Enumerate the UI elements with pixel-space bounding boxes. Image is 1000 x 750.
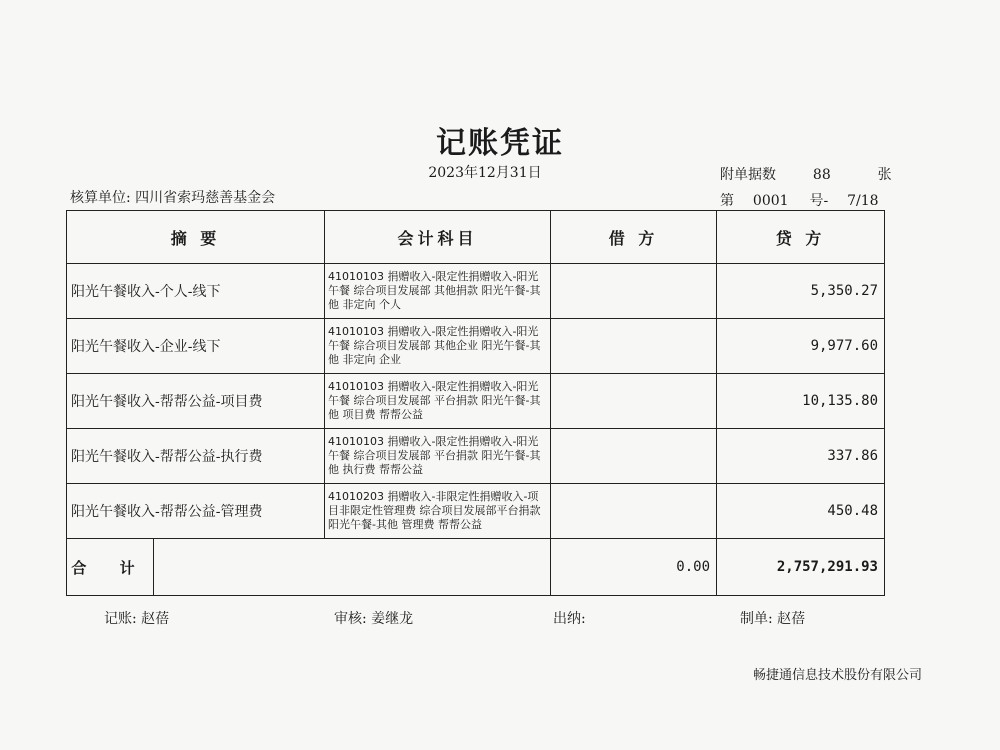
row-summary: 阳光午餐收入-企业-线下 xyxy=(67,319,325,374)
row-debit xyxy=(551,374,717,429)
row-credit: 9,977.60 xyxy=(717,319,885,374)
org-label: 核算单位: xyxy=(70,190,131,206)
table-row xyxy=(67,374,885,429)
column-header-credit: 贷 方 xyxy=(717,211,885,264)
no-page: 7/18 xyxy=(847,193,879,209)
row-debit xyxy=(551,319,717,374)
row-credit: 10,135.80 xyxy=(717,374,885,429)
column-header-subject: 会计科目 xyxy=(325,211,551,264)
table-row xyxy=(67,319,885,374)
row-subject: 41010203 捐赠收入-非限定性捐赠收入-项目非限定性管理费 综合项目发展部平台捐款 阳光午餐-其他 管理费 帮帮公益 xyxy=(325,484,551,539)
total-debit: 0.00 xyxy=(551,539,717,596)
row-credit: 450.48 xyxy=(717,484,885,539)
preparer: 制单: 赵蓓 xyxy=(740,611,806,627)
voucher-number xyxy=(720,190,879,210)
no-value: 0001 xyxy=(752,193,789,209)
row-summary: 阳光午餐收入-个人-线下 xyxy=(67,264,325,319)
row-summary: 阳光午餐收入-帮帮公益-执行费 xyxy=(67,429,325,484)
voucher-table xyxy=(66,210,885,596)
bookkeeper: 记账: 赵蓓 xyxy=(104,611,170,627)
total-label: 合 计 xyxy=(67,539,154,595)
attachment-count xyxy=(720,164,892,184)
software-company: 畅捷通信息技术股份有限公司 xyxy=(752,668,922,683)
no-label: 第 xyxy=(720,193,734,209)
no-suffix: 号- xyxy=(809,193,829,209)
total-label-cell xyxy=(67,539,551,596)
table-row xyxy=(67,429,885,484)
column-header-debit: 借 方 xyxy=(551,211,717,264)
row-credit: 5,350.27 xyxy=(717,264,885,319)
cashier: 出纳: xyxy=(553,611,586,627)
accounting-unit xyxy=(70,187,275,207)
total-row xyxy=(67,539,885,596)
voucher-date: 2023年12月31日 xyxy=(428,165,542,181)
row-credit: 337.86 xyxy=(717,429,885,484)
row-subject: 41010103 捐赠收入-限定性捐赠收入-阳光午餐 综合项目发展部 平台捐款 阳光午餐-其他 执行费 帮帮公益 xyxy=(325,429,551,484)
row-summary: 阳光午餐收入-帮帮公益-管理费 xyxy=(67,484,325,539)
org-name: 四川省索玛慈善基金会 xyxy=(135,190,276,206)
attach-label: 附单据数 xyxy=(720,167,776,183)
table-row xyxy=(67,264,885,319)
table-row xyxy=(67,484,885,539)
row-subject: 41010103 捐赠收入-限定性捐赠收入-阳光午餐 综合项目发展部 其他企业 阳光午餐-其他 非定向 企业 xyxy=(325,319,551,374)
row-summary: 阳光午餐收入-帮帮公益-项目费 xyxy=(67,374,325,429)
row-debit xyxy=(551,264,717,319)
row-debit xyxy=(551,484,717,539)
attach-unit: 张 xyxy=(877,167,892,183)
row-subject: 41010103 捐赠收入-限定性捐赠收入-阳光午餐 综合项目发展部 其他捐款 阳光午餐-其他 非定向 个人 xyxy=(325,264,551,319)
table-header-row xyxy=(67,211,885,264)
reviewer: 审核: 姜继龙 xyxy=(334,611,414,627)
row-subject: 41010103 捐赠收入-限定性捐赠收入-阳光午餐 综合项目发展部 平台捐款 阳光午餐-其他 项目费 帮帮公益 xyxy=(325,374,551,429)
column-header-summary: 摘 要 xyxy=(67,211,325,264)
total-credit: 2,757,291.93 xyxy=(717,539,885,596)
row-debit xyxy=(551,429,717,484)
attach-count-value: 88 xyxy=(812,167,831,183)
page-title: 记账凭证 xyxy=(436,126,564,161)
